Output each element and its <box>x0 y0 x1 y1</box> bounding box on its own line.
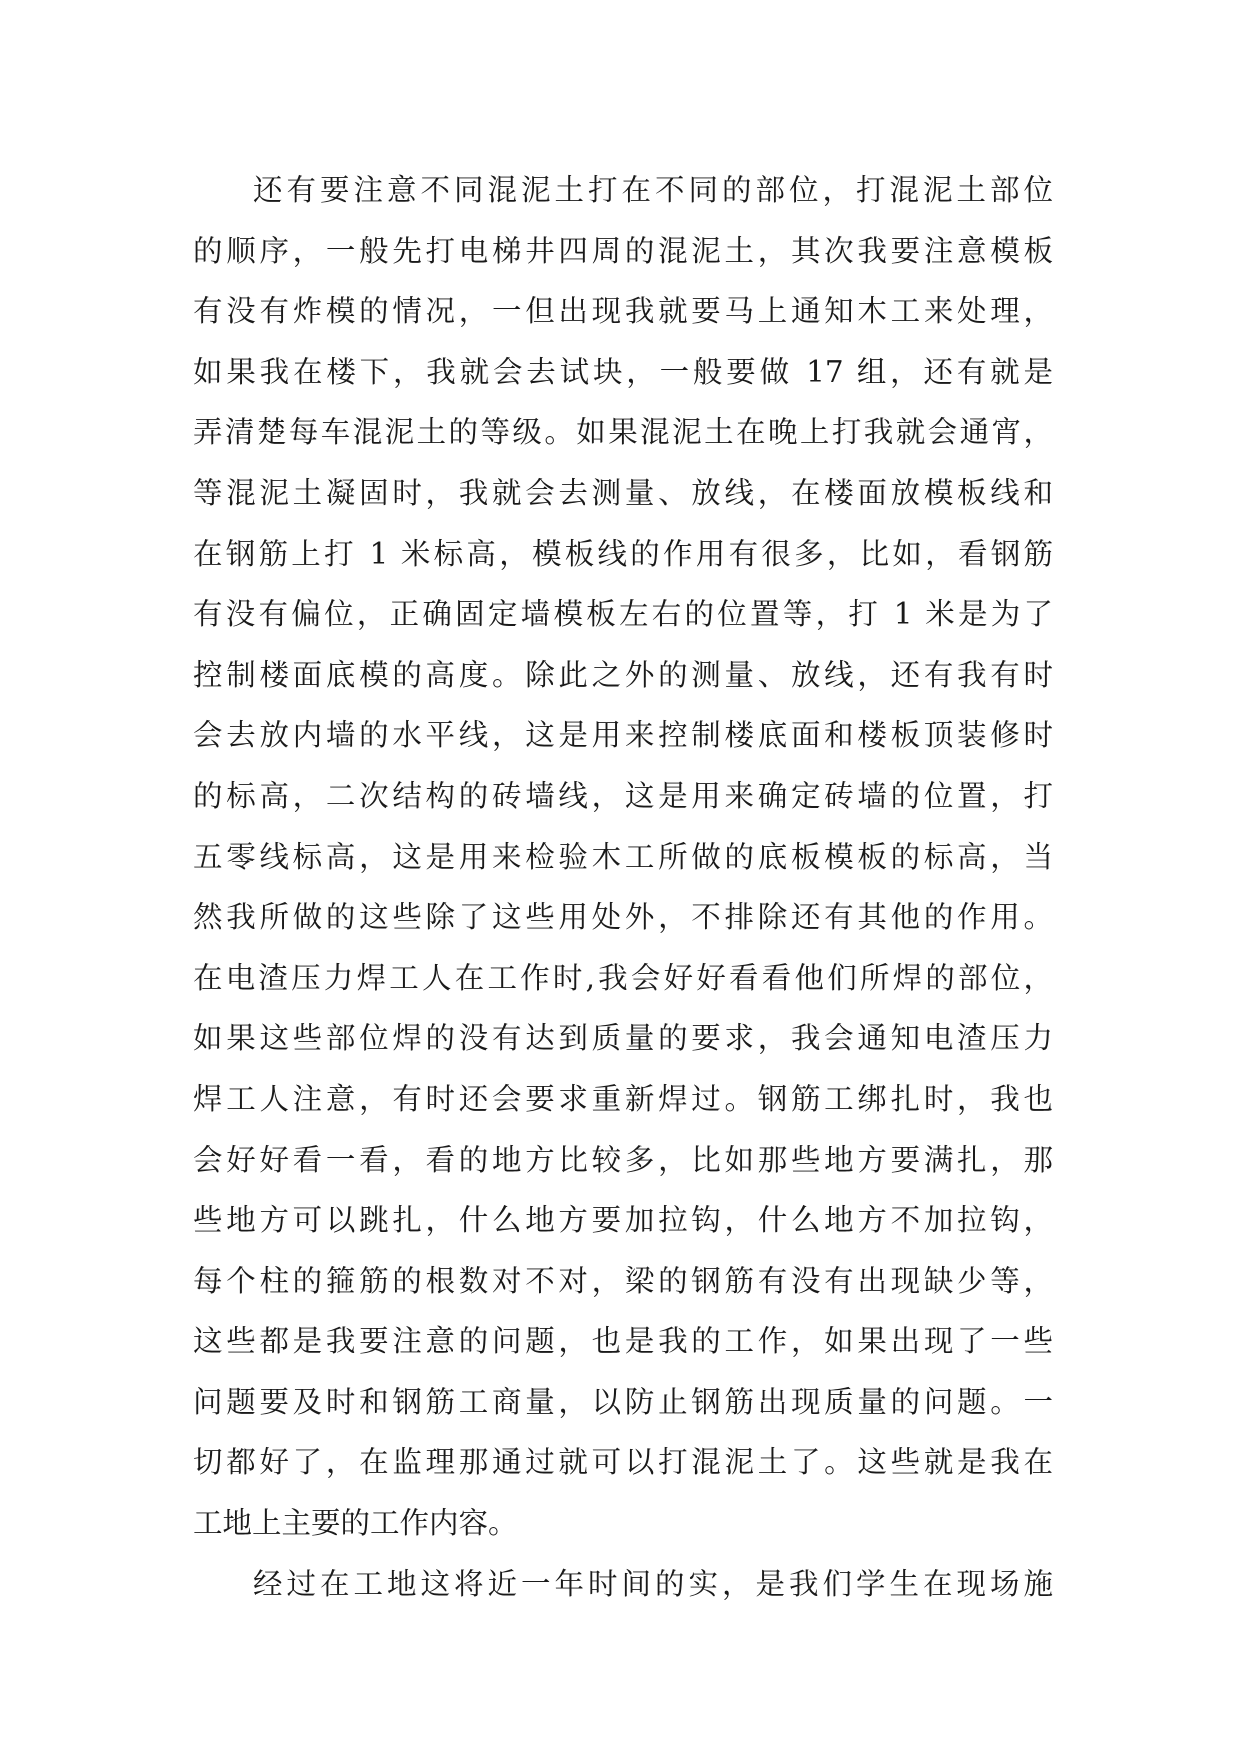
text-line: 等混泥土凝固时，我就会去测量、放线，在楼面放模板线和 <box>193 475 1053 510</box>
body-text <box>193 160 1053 1614</box>
text-line: 如果这些部位焊的没有达到质量的要求，我会通知电渣压力 <box>193 1021 1053 1056</box>
text-line: 经过在工地这将近一年时间的实，是我们学生在现场施 <box>253 1566 1053 1601</box>
text-line: 还有要注意不同混泥土打在不同的部位，打混泥土部位 <box>253 173 1053 207</box>
text-line: 问题要及时和钢筋工商量，以防止钢筋出现质量的问题。一 <box>193 1384 1053 1419</box>
text-line: 每个柱的箍筋的根数对不对，梁的钢筋有没有出现缺少等， <box>193 1263 1053 1298</box>
text-line: 在电渣压力焊工人在工作时,我会好好看看他们所焊的部位， <box>193 960 1053 995</box>
text-line: 的标高，二次结构的砖墙线，这是用来确定砖墙的位置，打 <box>193 778 1053 813</box>
text-line: 些地方可以跳扎，什么地方要加拉钩，什么地方不加拉钩， <box>193 1203 1053 1238</box>
text-line: 如果我在楼下，我就会去试块，一般要做 17 组，还有就是 <box>193 354 1053 389</box>
text-line: 在钢筋上打 1 米标高，模板线的作用有很多，比如，看钢筋 <box>193 536 1053 571</box>
text-line: 然我所做的这些除了这些用处外，不排除还有其他的作用。 <box>193 900 1053 935</box>
text-line: 五零线标高，这是用来检验木工所做的底板模板的标高，当 <box>193 839 1053 874</box>
text-line: 会去放内墙的水平线，这是用来控制楼底面和楼板顶装修时 <box>193 718 1053 753</box>
text-line: 工地上主要的工作内容。 <box>193 1506 518 1541</box>
text-line: 有没有炸模的情况，一但出现我就要马上通知木工来处理， <box>193 294 1053 329</box>
text-line: 焊工人注意，有时还会要求重新焊过。钢筋工绑扎时，我也 <box>193 1081 1053 1116</box>
paragraph-1 <box>193 160 1053 1554</box>
text-line: 这些都是我要注意的问题，也是我的工作，如果出现了一些 <box>193 1324 1053 1359</box>
text-line: 会好好看一看，看的地方比较多，比如那些地方要满扎，那 <box>193 1142 1053 1177</box>
paragraph-2 <box>193 1554 1053 1615</box>
text-line: 切都好了，在监理那通过就可以打混泥土了。这些就是我在 <box>193 1445 1053 1480</box>
text-line: 的顺序，一般先打电梯井四周的混泥土，其次我要注意模板 <box>193 233 1053 268</box>
text-line: 有没有偏位，正确固定墙模板左右的位置等，打 1 米是为了 <box>193 597 1053 632</box>
text-line: 控制楼面底模的高度。除此之外的测量、放线，还有我有时 <box>193 657 1053 692</box>
text-line: 弄清楚每车混泥土的等级。如果混泥土在晚上打我就会通宵， <box>193 415 1053 450</box>
